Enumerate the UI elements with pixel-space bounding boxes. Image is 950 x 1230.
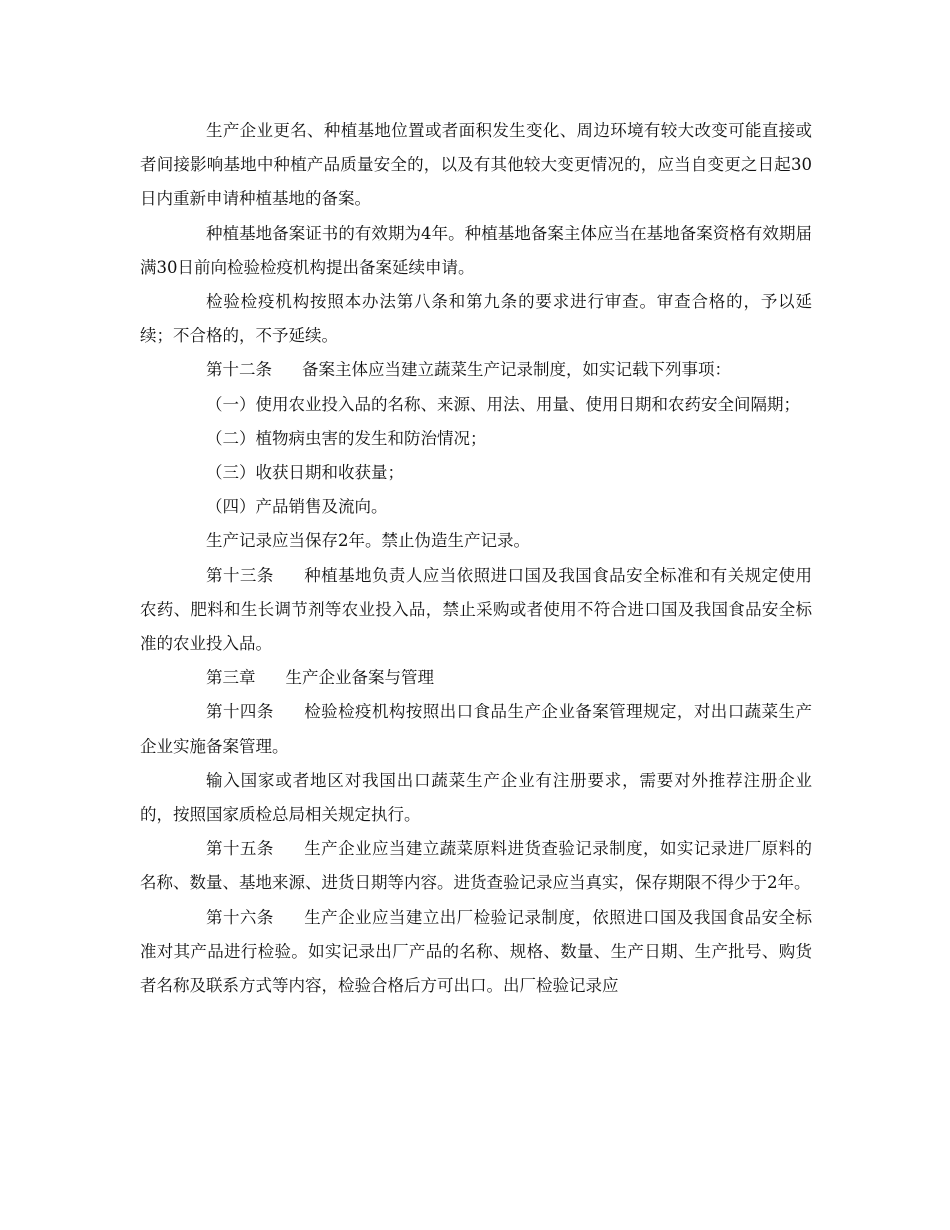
article-15	[140, 832, 812, 900]
article-16-text: 生产企业应当建立出厂检验记录制度，依照进口国及我国食品安全标准对其产品进行检验。如实记录出厂产品的名称、规格、数量、生产日期、生产批号、购货者名称及联系方式等内容，检验合格后方可出口。出厂检验记录应	[140, 907, 813, 996]
chapter-3	[140, 661, 812, 695]
article-14-text: 检验检疫机构按照出口食品生产企业备案管理规定，对出口蔬菜生产企业实施备案管理。	[140, 702, 813, 756]
article-16	[140, 901, 812, 1004]
article-12-item-4: （四）产品销售及流向。	[206, 497, 388, 517]
article-12	[140, 353, 812, 387]
article-14	[140, 695, 812, 763]
article-14-extra: 输入国家或者地区对我国出口蔬菜生产企业有注册要求，需要对外推荐注册企业的，按照国家质检总局相关规定执行。	[140, 770, 812, 825]
chapter-3-heading: 第三章	[206, 668, 256, 688]
article-12-heading: 第十二条	[206, 360, 272, 380]
paragraph-renewal-review: 检验检疫机构按照本办法第八条和第九条的要求进行审查。审查合格的，予以延续；不合格的，不予延续。	[140, 292, 812, 346]
article-12-closing: 生产记录应当保存2年。禁止伪造生产记录。	[206, 531, 530, 551]
chapter-3-title: 生产企业备案与管理	[285, 668, 434, 688]
document-body	[140, 114, 812, 1003]
article-15-heading: 第十五条	[206, 839, 274, 859]
paragraph-certificate-validity: 种植基地备案证书的有效期为4年。种植基地备案主体应当在基地备案资格有效期届满30日前向检验检疫机构提出备案延续申请。	[140, 223, 812, 277]
paragraph-change-registration: 生产企业更名、种植基地位置或者面积发生变化、周边环境有较大改变可能直接或者间接影响基地中种植产品质量安全的，以及有其他较大变更情况的，应当自变更之日起30日内重新申请种植基地的备案。	[140, 121, 812, 209]
article-13-text: 种植基地负责人应当依照进口国及我国食品安全标准和有关规定使用农药、肥料和生长调节剂等农业投入品，禁止采购或者使用不符合进口国及我国食品安全标准的农业投入品。	[140, 565, 813, 654]
article-13-heading: 第十三条	[206, 565, 274, 585]
article-13	[140, 559, 812, 662]
article-15-text: 生产企业应当建立蔬菜原料进货查验记录制度，如实记录进厂原料的名称、数量、基地来源、进货日期等内容。进货查验记录应当真实，保存期限不得少于2年。	[140, 839, 813, 893]
article-16-heading: 第十六条	[206, 907, 274, 927]
article-12-text: 备案主体应当建立蔬菜生产记录制度，如实记载下列事项：	[302, 360, 731, 380]
article-12-item-1: （一）使用农业投入品的名称、来源、用法、用量、使用日期和农药安全间隔期；	[206, 394, 800, 414]
article-12-item-3: （三）收获日期和收获量；	[206, 463, 404, 483]
article-12-item-2: （二）植物病虫害的发生和防治情况；	[206, 428, 487, 448]
article-14-heading: 第十四条	[206, 702, 274, 722]
